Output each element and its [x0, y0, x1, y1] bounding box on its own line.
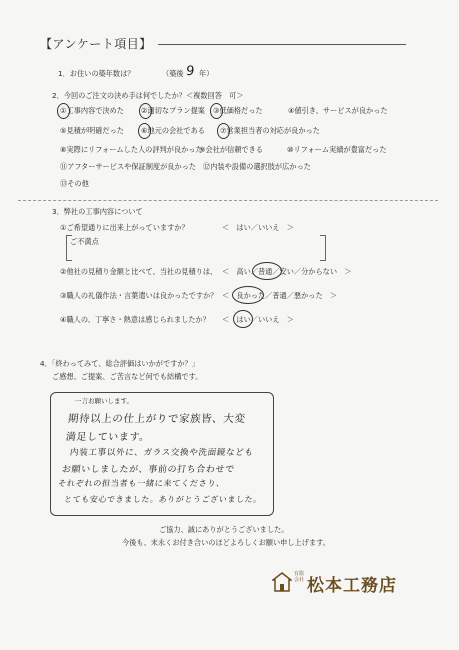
q2-question: 2．今回のご注文の決め手は何でしたか？＜複数回答 可＞ [52, 91, 244, 100]
answer-circle [233, 310, 253, 328]
dissatisfaction-label: ご不満点 [70, 237, 99, 246]
answer-circle [252, 262, 282, 280]
answer-circle [232, 286, 264, 304]
left-bracket [66, 235, 72, 261]
logo-company-name: 松本工務店 [307, 576, 397, 596]
q4-sub: ご感想、ご提案、ご苦言など何でも結構です。 [52, 372, 203, 381]
section-divider [18, 200, 438, 201]
closing-line-1: ご協力、誠にありがとうございました。 [159, 525, 289, 534]
q2-option: ⑧実際にリフォームした人の評判が良かった [60, 145, 203, 154]
q3-item-choices: ＜ はい／いいえ ＞ [222, 223, 294, 232]
q2-option: ⑨会社が信頼できる [199, 145, 263, 154]
handwritten-line: 内装工事以外に、ガラス交換や洗面鏡なども [69, 448, 255, 458]
q2-option: ③低価格だった [213, 106, 263, 115]
house-icon [272, 571, 292, 593]
q2-option: ⑪アフターサービスや保証制度が良かった [60, 162, 197, 171]
q2-option: ⑫内装や設備の選択肢が広かった [203, 162, 311, 171]
page-title: 【アンケート項目】 [40, 37, 152, 51]
q3-item-choices: ＜ 高い／普通／安い／分からない ＞ [222, 267, 352, 276]
handwritten-line: 期待以上の仕上がりで家族皆、大変 [67, 413, 247, 425]
q2-option: ④値引き、サービスが良かった [288, 106, 388, 115]
answer-circle [217, 123, 230, 139]
q2-option: ⑤見積が明確だった [60, 126, 124, 135]
answer-circle [138, 123, 151, 139]
q3-question: 3．弊社の工事内容について [52, 207, 143, 216]
q2-option: ①工事内容で決めた [60, 106, 124, 115]
answer-circle [210, 103, 223, 119]
q2-option: ⑩リフォーム実績が豊富だった [287, 145, 387, 154]
handwritten-line: とても安心できました。ありがとうございました。 [63, 495, 263, 504]
q1-answer: 9 [185, 64, 196, 79]
q1-suffix: 年） [199, 69, 214, 78]
q1-question: 1．お住いの築年数は？ [58, 69, 135, 78]
answer-circle [57, 103, 70, 119]
closing-line-2: 今後も、末永くお付き合いのほどよろしくお願い申し上げます。 [122, 538, 330, 547]
right-bracket [320, 235, 326, 261]
handwritten-line: お願いしましたが、事前の打ち合わせで [61, 465, 236, 475]
logo-company-type: 有限会社 [293, 571, 304, 583]
handwritten-line: 満足しています。 [65, 432, 151, 443]
answer-circle [139, 103, 152, 119]
q4-question: 4．「終わってみて、総合評価はいかがですか？」 [40, 359, 199, 368]
q3-item-label: ①ご希望通りに出来上がっていますか？ [60, 223, 189, 232]
q3-item-label: ②他社の見積り金額と比べて、当社の見積りは、 [60, 267, 218, 276]
comment-box-label: 一言お願いします。 [75, 397, 133, 405]
q3-item-label: ③職人の礼儀作法・言葉遣いは良かったですか？ [60, 291, 218, 300]
q3-item-label: ④職人の、丁寧さ・熱意は感じられましたか？ [60, 315, 210, 324]
q3-item-choices: ＜ 良かった／普通／悪かった ＞ [222, 291, 338, 300]
q2-option: ②適切なプラン提案 [141, 106, 205, 115]
q2-option: ⑬その他 [60, 179, 89, 188]
title-rule [158, 44, 406, 45]
q2-option: ⑥地元の会社である [141, 126, 205, 135]
handwritten-line: それぞれの担当者も一緒に来てくださり、 [57, 478, 226, 488]
q1-prefix: （築後 [162, 69, 184, 78]
q2-option: ⑦営業担当者の対応が良かった [220, 126, 320, 135]
q3-item-choices: ＜ はい／いいえ ＞ [222, 315, 294, 324]
